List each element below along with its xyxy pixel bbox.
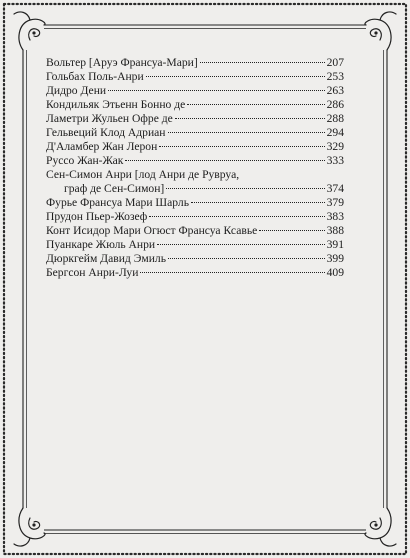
toc-entry [46, 238, 344, 252]
entry-title: Руссо Жан-Жак [46, 154, 124, 167]
dot-leader [140, 272, 324, 273]
toc-entry [46, 98, 344, 112]
toc-entry [46, 84, 344, 98]
entry-title: Прудон Пьер-Жозеф [46, 210, 148, 223]
dot-leader [159, 146, 324, 147]
toc-entry [46, 266, 344, 280]
dot-leader [191, 202, 325, 203]
dot-leader [149, 216, 324, 217]
page-number: 374 [326, 182, 344, 195]
toc-entry [46, 126, 344, 140]
page-number: 379 [326, 196, 344, 209]
page-number: 294 [326, 126, 344, 139]
dot-leader [200, 62, 325, 63]
toc-entry [46, 70, 344, 84]
entry-title: Ламетри Жульен Офре де [46, 112, 173, 125]
toc-entry [46, 196, 344, 210]
entry-title: Пуанкаре Жюль Анри [46, 238, 156, 251]
toc-entry [46, 112, 344, 126]
page-number: 399 [326, 252, 344, 265]
toc-entry [46, 56, 344, 70]
page-number: 329 [326, 140, 344, 153]
page-number: 286 [326, 98, 344, 111]
page-number: 333 [326, 154, 344, 167]
entry-title: Д'Аламбер Жан Лерон [46, 140, 158, 153]
entry-title: Сен-Симон Анри [лод Анри де Рувруа, [46, 168, 240, 181]
toc-entry [46, 224, 344, 238]
page-number: 409 [326, 266, 344, 279]
dot-leader [157, 244, 324, 245]
page-number: 263 [326, 84, 344, 97]
dot-leader [166, 188, 324, 189]
page-number: 383 [326, 210, 344, 223]
entry-title: Гольбах Поль-Анри [46, 70, 144, 83]
page-number: 391 [326, 238, 344, 251]
dot-leader [146, 76, 325, 77]
table-of-contents [46, 56, 344, 280]
page-number: 207 [326, 56, 344, 69]
dot-leader [125, 160, 324, 161]
dot-leader [259, 230, 324, 231]
toc-entry-continuation [46, 182, 344, 196]
entry-title: Кондильяк Этьенн Бонно де [46, 98, 186, 111]
entry-title: Фурье Франсуа Мари Шарль [46, 196, 189, 209]
entry-title: Вольтер [Аруэ Франсуа-Мари] [46, 56, 198, 69]
entry-title: Конт Исидор Мари Огюст Франсуа Ксавье [46, 224, 258, 237]
page-number: 253 [326, 70, 344, 83]
toc-entry-first-line [46, 168, 344, 182]
entry-title: Гельвеций Клод Адриан [46, 126, 166, 139]
toc-entry [46, 252, 344, 266]
dot-leader [175, 118, 325, 119]
toc-entry [46, 140, 344, 154]
dot-leader [168, 132, 325, 133]
entry-title: Бергсон Анри-Луи [46, 266, 139, 279]
dot-leader [108, 90, 325, 91]
toc-entry [46, 154, 344, 168]
toc-entry [46, 210, 344, 224]
dot-leader [187, 104, 324, 105]
page-number: 388 [326, 224, 344, 237]
entry-title: Дидро Дени [46, 84, 107, 97]
dot-leader [168, 258, 325, 259]
entry-title-continued: граф де Сен-Симон] [64, 182, 165, 195]
page-number: 288 [326, 112, 344, 125]
entry-title: Дюркгейм Давид Эмиль [46, 252, 166, 265]
